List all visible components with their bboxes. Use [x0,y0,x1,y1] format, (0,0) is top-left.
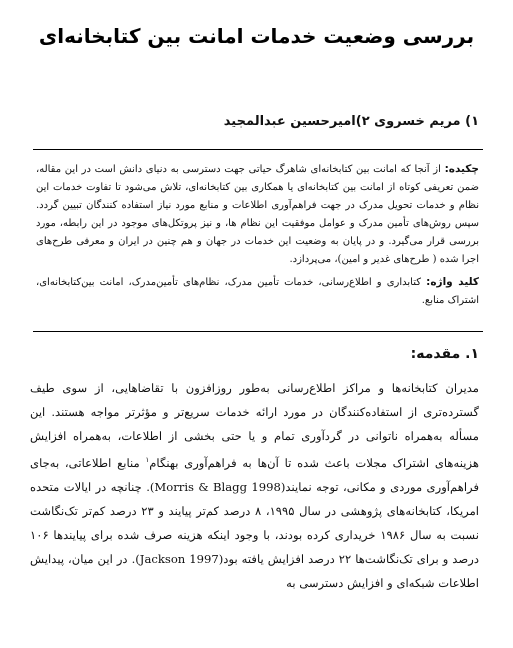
abstract-label: چکیده: [444,163,479,175]
authors-line: ۱) مریم خسروی ۲)امیرحسین عبدالمجید [223,114,479,129]
keywords-text: کتابداری و اطلاع‌رسانی، خدمات تأمین مدرک، نظام‌های تأمین‌مدرک، امانت بین‌کتابخانه‌ای، اشتراک منابع. [36,277,479,306]
paper-title: بررسی وضعیت خدمات امانت بین کتابخانه‌ای [38,24,475,48]
top-divider [33,149,483,150]
intro-text-part4: ). در این میان، پیدایش اطلاعات شبکه‌ای و افزایش دسترسی به [30,551,479,590]
section-heading: ۱. مقدمه: [410,346,479,362]
bottom-divider [33,331,483,332]
citation-morris: Morris & Blagg 1998 [154,479,281,494]
intro-paragraph [30,376,479,595]
keywords-label: کلید واژه: [426,276,480,288]
abstract-block [36,160,479,310]
intro-text-part1: مدیران کتابخانه‌ها و مراکز اطلاع‌رسانی به‌طور روزافزون با تقاضاهایی، از سوی طیف گسترده‌تری از استفاده‌کنندگان در مورد ارائه خدمات سریع‌تر و مؤثرتر مواجه هستند. این مسأله به‌همراه ناتوانی در گردآوری تمام و یا حتی بخشی از اطلاعات، به‌همراه افزایش هزینه‌های اشتراک مجلات باعث شده تا آن‌ها به فراهم‌آوری بهنگام [30,381,479,470]
citation-jackson: Jackson 1997 [139,551,219,566]
intro-text-part2: منابع اطلاعاتی، به‌جای فراهم‌آوری موردی و مکانی، توجه نمایند( [30,455,480,494]
abstract-text: از آنجا که امانت بین کتابخانه‌ای شاهرگ حیاتی جهت دسترسی به دنیای دانش است در این مقاله، ضمن تعریفی کوتاه از امانت بین کتابخانه‌ای یا همکاری بین کتابخانه‌ای، تلاش می‌شود تا تفاوت خدمات این نظام و خدمات تحویل مدرک در جهت فراهم‌آوری اطلاعات و منابع مورد نیاز استفاده کنندگان تبیین گردد. سپس روش‌های تأمین مدرک و عوامل موفقیت این نظام ها، و نیز پروتکل‌های موجود در این رابطه، مورد بررسی قرار می‌گیرد. و در پایان به وضعیت این خدمات در جهان و هم چنین در ایران و معرفی طرح‌های اجرا شده ( طرح‌های غدیر و امین)، می‌پردازد. [36,164,479,265]
footnote-marker: ۱ [145,456,150,464]
intro-text-part3: ). چنانچه در ایالات متحده امریکا، کتابخانه‌های پژوهشی در سال ۱۹۹۵، ۸ درصد کم‌تر پیایند و ۲۳ درصد کم‌تر تک‌نگاشت نسبت به سال ۱۹۸۶ خریداری کرده بودند، با وجود اینکه هزینه صرف شده برای پیایندها ۱۰۶ درصد و برای تک‌نگاشت‌ها ۲۲ درصد افزایش یافته بود( [30,479,479,566]
keywords-block [36,273,479,310]
